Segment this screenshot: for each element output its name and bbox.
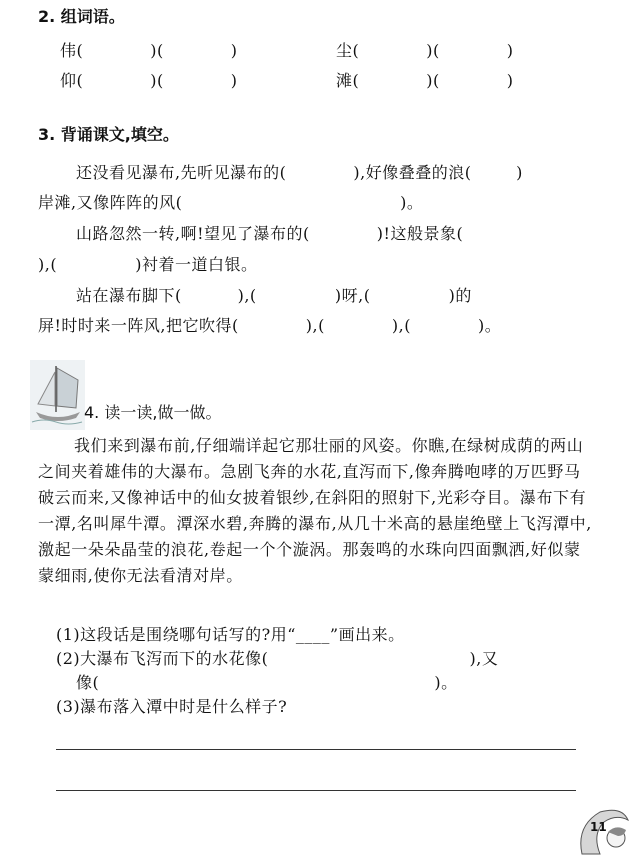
fill-line-6: 屏!时时来一阵风,把它吹得( ),( ),( )。 <box>38 316 502 335</box>
word-row-2-right: 滩( )( ) <box>336 71 514 90</box>
word-row-1-left: 伟( )( ) <box>60 41 238 60</box>
question-2: (2)大瀑布飞泻而下的水花像( ),又 <box>56 649 499 668</box>
section2-heading: 2. 组词语。 <box>38 7 125 26</box>
page-number: 11 <box>590 820 607 834</box>
answer-line-1[interactable] <box>56 749 576 750</box>
question-2-continued: 像( )。 <box>76 673 458 692</box>
answer-line-2[interactable] <box>56 790 576 791</box>
fill-line-1: 还没看见瀑布,先听见瀑布的( ),好像叠叠的浪( ) <box>76 163 523 182</box>
fill-line-3: 山路忽然一转,啊!望见了瀑布的( )!这般景象( <box>76 224 464 243</box>
section4-heading: 4. 读一读,做一做。 <box>84 403 222 422</box>
question-1: (1)这段话是围绕哪句话写的?用“____”画出来。 <box>56 625 405 644</box>
fill-line-4: ),( )衬着一道白银。 <box>38 255 258 274</box>
fill-line-5: 站在瀑布脚下( ),( )呀,( )的 <box>76 286 472 305</box>
word-row-1-right: 尘( )( ) <box>336 41 514 60</box>
reading-passage: 我们来到瀑布前,仔细端详起它那壮丽的风姿。你瞧,在绿树成荫的两山之间夹着雄伟的大瀑布。急剧飞奔的水花,直泻而下,像奔腾咆哮的万匹野马破云而来,又像神话中的仙女披着银纱,在斜阳的照射下,光彩夺目。瀑布下有一潭,名叫犀牛潭。潭深水碧,奔腾的瀑布,从几十米高的悬崖绝壁上飞泻潭中,激起一朵朵晶莹的浪花,卷起一个个漩涡。那轰鸣的水珠向四面飘洒,好似蒙蒙细雨,使你无法看清对岸。 <box>38 436 592 585</box>
word-row-2-left: 仰( )( ) <box>60 71 238 90</box>
fill-line-2: 岸滩,又像阵阵的风( )。 <box>38 193 424 212</box>
section3-heading: 3. 背诵课文,填空。 <box>38 125 179 144</box>
question-3: (3)瀑布落入潭中时是什么样子? <box>56 697 288 716</box>
sailboat-icon <box>30 360 85 430</box>
